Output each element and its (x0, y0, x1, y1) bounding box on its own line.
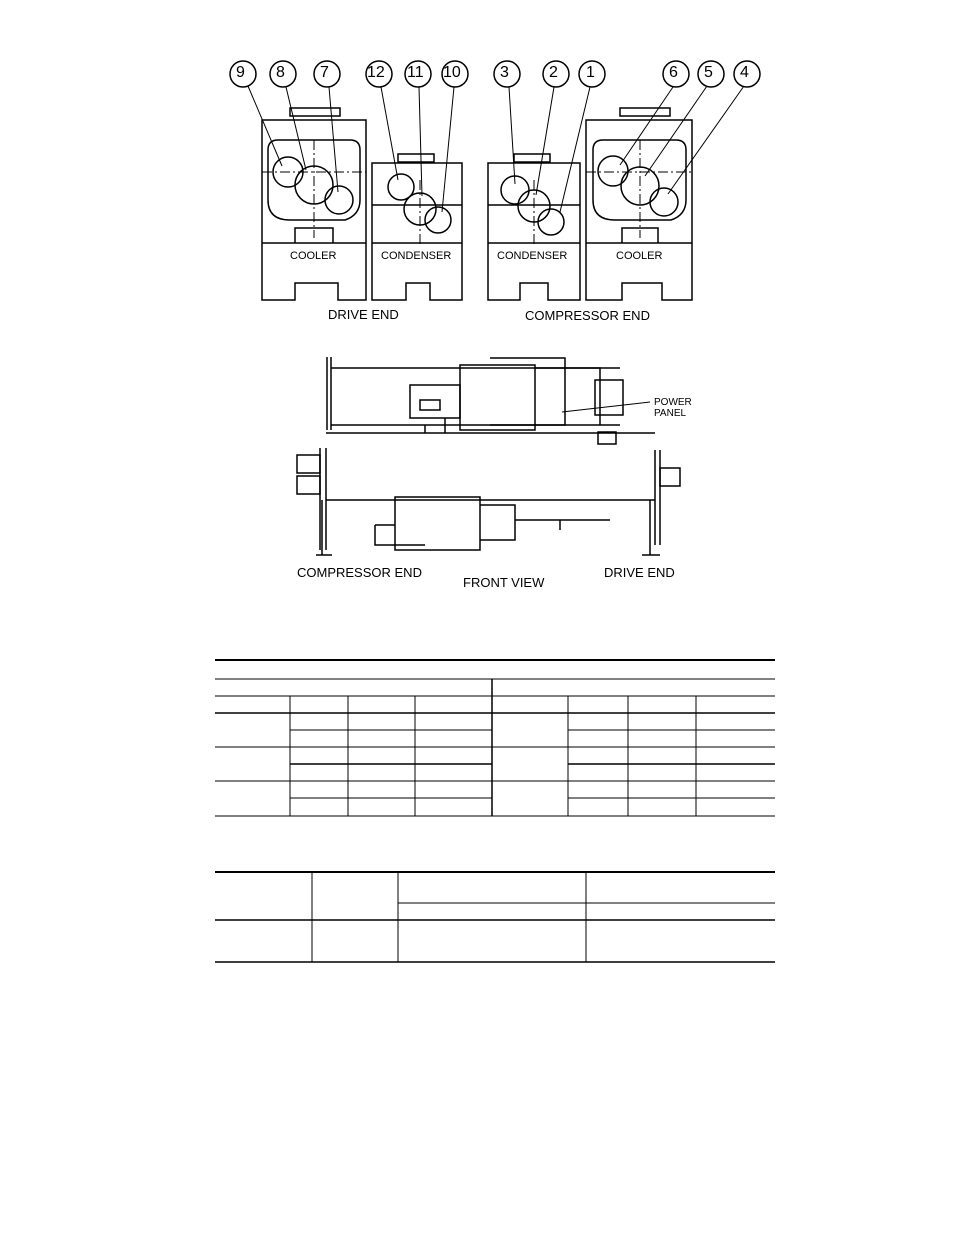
callout-4: 4 (740, 64, 749, 81)
callout-9: 9 (236, 64, 245, 81)
front-compressor-end: COMPRESSOR END (297, 565, 422, 580)
front-view-caption: FRONT VIEW (463, 575, 545, 590)
table-2 (215, 872, 775, 962)
label-condenser-compressor: CONDENSER (497, 250, 568, 262)
caption-drive-end: DRIVE END (328, 307, 399, 322)
label-condenser-drive: CONDENSER (381, 250, 452, 262)
callout-1: 1 (586, 64, 595, 81)
callout-5: 5 (704, 64, 713, 81)
callout-7: 7 (320, 64, 329, 81)
caption-compressor-end: COMPRESSOR END (525, 308, 650, 323)
label-cooler-drive: COOLER (290, 250, 337, 262)
callout-6: 6 (669, 64, 678, 81)
callout-3: 3 (500, 64, 509, 81)
callout-11: 11 (407, 64, 424, 81)
front-drive-end: DRIVE END (604, 565, 675, 580)
callout-2: 2 (549, 64, 558, 81)
callout-8: 8 (276, 64, 285, 81)
power-panel-label: POWER PANEL (654, 397, 692, 419)
callout-12: 12 (367, 64, 385, 81)
label-cooler-compressor: COOLER (616, 250, 663, 262)
callout-10: 10 (443, 64, 461, 81)
